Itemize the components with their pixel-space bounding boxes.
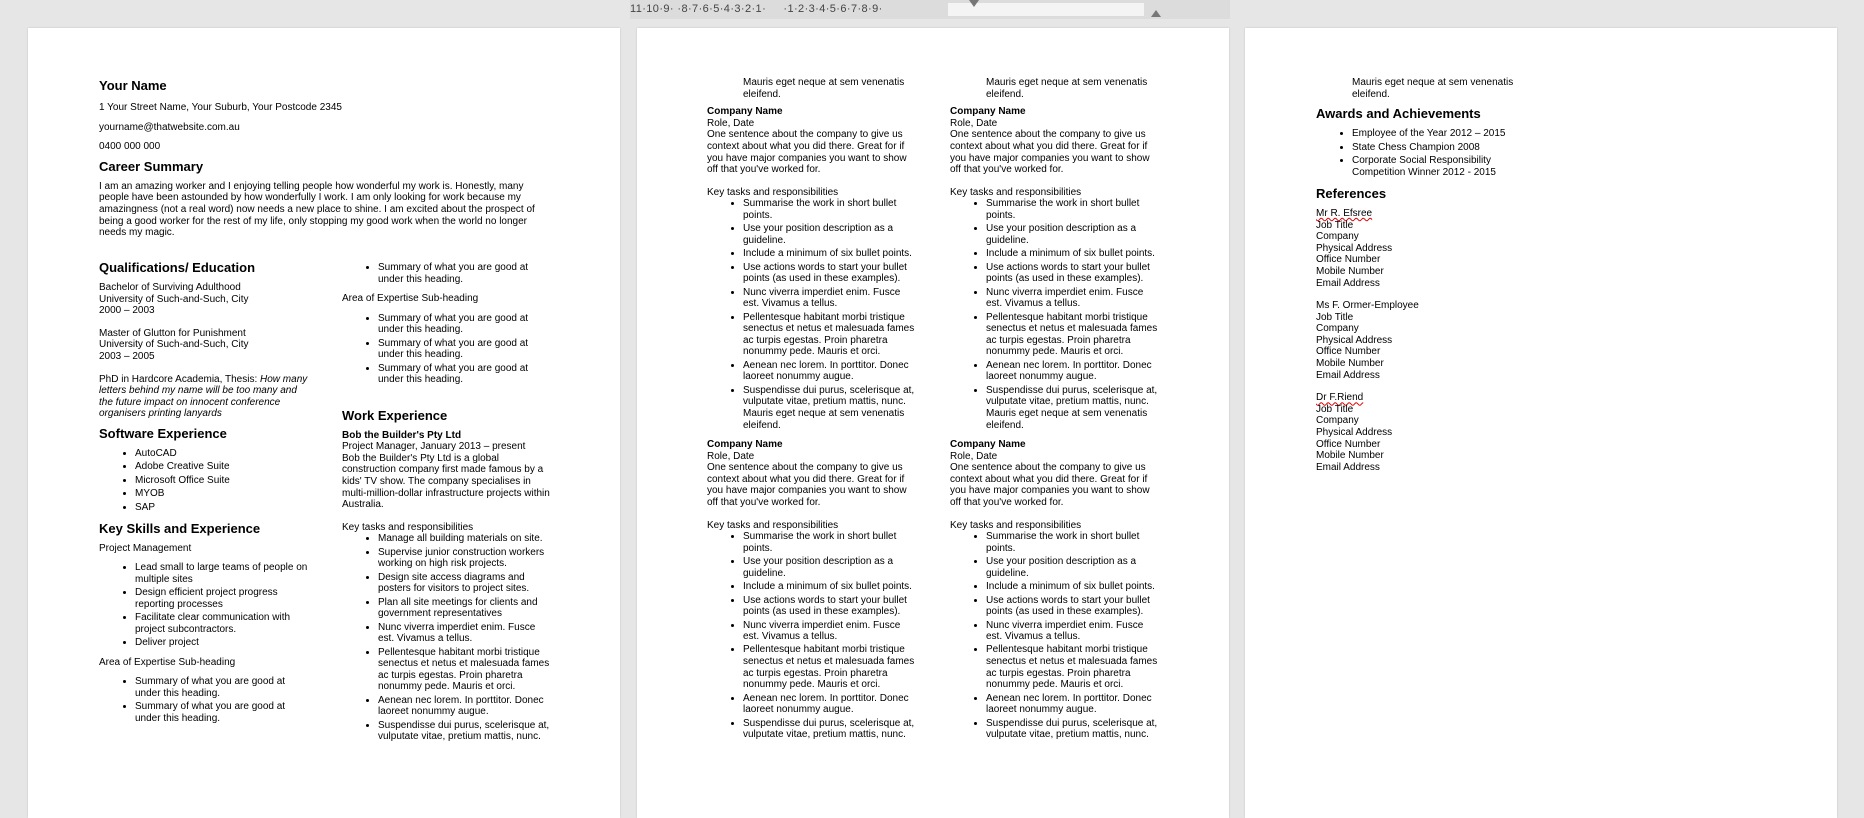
list-item: • Manage all building materials on site. [378, 533, 554, 545]
reference-field: Company [1316, 323, 1359, 335]
tasks-list [707, 531, 919, 741]
list-item: • Aenean nec lorem. In porttitor. Donec laoreet nonummy augue. [743, 360, 919, 383]
reference-field: Company [1316, 415, 1359, 427]
list-item: • Nunc viverra imperdiet enim. Fusce est. Vivamus a tellus. [743, 620, 919, 643]
list-item: • Pellentesque habitant morbi tristique senectus et netus et malesuada fames ac turpis egestas. Proin pharetra nonummy pede. Mauris et orci. [743, 312, 919, 358]
reference-field: Office Number [1316, 438, 1381, 450]
list-item: • Summarise the work in short bullet points. [743, 531, 919, 554]
list-item: • Pellentesque habitant morbi tristique senectus et netus et malesuada fames ac turpis egestas. Proin pharetra nonummy pede. Mauris et orci. [378, 647, 554, 693]
page2-right-column [950, 77, 1162, 743]
list-item: • Aenean nec lorem. In porttitor. Donec laoreet nonummy augue. [378, 695, 554, 718]
company-description: Bob the Builder's Pty Ltd is a global construction company first made famous by a kids' TV show. The company specialises in multi-million-dollar infrastructure projects within Australia. [342, 452, 550, 511]
email-line: yourname@thatwebsite.com.au [99, 121, 240, 133]
tasks-heading: Key tasks and responsibilities [342, 521, 474, 533]
reference-name: Dr F.Riend [1316, 392, 1364, 404]
page1-header [99, 78, 539, 239]
qual3-thesis: How many letters behind my name will be too many and the future impact on innocent conference organisers printing lanyards [99, 373, 308, 420]
list-item: • Suspendisse dui purus, scelerisque at, vulputate vitae, pretium mattis, nunc. [743, 718, 919, 741]
reference-field: Physical Address [1316, 334, 1393, 346]
reference-field: Job Title [1316, 403, 1354, 415]
list-item: • Summary of what you are good at under this heading. [378, 313, 554, 336]
list-item: • Pellentesque habitant morbi tristique senectus et netus et malesuada fames ac turpis egestas. Proin pharetra nonummy pede. Mauris et orci. [986, 644, 1162, 690]
qualifications-heading: Qualifications/ Education [99, 260, 256, 275]
list-item: • Summarise the work in short bullet points. [986, 531, 1162, 554]
reference-field: Office Number [1316, 346, 1381, 358]
list-item: • Suspendisse dui purus, scelerisque at, vulputate vitae, pretium mattis, nunc. Mauris eget neque at sem venenatis eleifend. [743, 385, 919, 431]
page-3 [1245, 28, 1837, 818]
list-item: • Summary of what you are good at under this heading. [378, 262, 554, 285]
company-name: Company Name [950, 106, 1026, 118]
page2-left-column [707, 77, 919, 743]
tasks-heading: Key tasks and responsibilities [950, 186, 1082, 198]
qual3-phd [99, 374, 311, 420]
company-description: One sentence about the company to give us context about what you did there. Great for if you have major companies you want to show off that you've worked for. [950, 129, 1150, 176]
tasks-list [950, 198, 1162, 431]
reference-field: Email Address [1316, 369, 1380, 381]
reference-field: Office Number [1316, 254, 1381, 266]
area-of-expertise-list [99, 676, 311, 724]
address-line: 1 Your Street Name, Your Suburb, Your Postcode 2345 [99, 102, 342, 113]
first-line-indent-marker[interactable] [969, 0, 979, 7]
list-item: • Suspendisse dui purus, scelerisque at, vulputate vitae, pretium mattis, nunc. [986, 718, 1162, 741]
page-2 [637, 28, 1229, 818]
list-item: • Use your position description as a guideline. [743, 556, 919, 579]
qual2-dates: 2003 – 2005 [99, 350, 155, 362]
carry-over-text: Mauris eget neque at sem venenatis eleifend. [1352, 77, 1514, 100]
qual3-prefix: PhD in Hardcore Academia, Thesis: [99, 373, 261, 385]
area-of-expertise-heading: Area of Expertise Sub-heading [99, 656, 236, 668]
list-item: • Include a minimum of six bullet points. [986, 581, 1162, 593]
reference-name: Ms F. Ormer-Employee [1316, 300, 1419, 312]
list-item: • Use actions words to start your bullet points (as used in these examples). [986, 595, 1162, 618]
reference-field: Email Address [1316, 277, 1380, 289]
resume-name: Your Name [99, 78, 167, 93]
company-description: One sentence about the company to give us context about what you did there. Great for if you have major companies you want to show off that you've worked for. [950, 462, 1150, 508]
horizontal-ruler[interactable] [630, 0, 1230, 19]
tasks-heading: Key tasks and responsibilities [707, 519, 839, 531]
list-item: • Summary of what you are good at under this heading. [135, 676, 311, 699]
right-top-list [342, 262, 554, 285]
reference-field: Mobile Number [1316, 358, 1384, 370]
awards-heading: Awards and Achievements [1316, 106, 1481, 122]
list-item: • Supervise junior construction workers working on high risk projects. [378, 547, 554, 570]
job-role: Role, Date [707, 117, 755, 129]
carry-over-text: Mauris eget neque at sem venenatis eleifend. [743, 77, 905, 100]
ruler-scale: 11·10·9· ·8·7·6·5·4·3·2·1· ·1·2·3·4·5·6·7·8·9· [630, 3, 883, 15]
list-item: • Use actions words to start your bullet points (as used in these examples). [986, 262, 1162, 285]
company-name: Company Name [707, 439, 783, 450]
job-role: Project Manager, January 2013 – present [342, 441, 526, 453]
reference-field: Mobile Number [1316, 265, 1384, 277]
right-indent-marker[interactable] [1151, 10, 1161, 17]
carry-over-text: Mauris eget neque at sem venenatis eleifend. [986, 77, 1148, 100]
list-item: • Pellentesque habitant morbi tristique senectus et netus et malesuada fames ac turpis egestas. Proin pharetra nonummy pede. Mauris et orci. [743, 644, 919, 690]
reference-field: Physical Address [1316, 427, 1393, 439]
project-management-list [99, 562, 311, 649]
qual2-degree: Master of Glutton for Punishment [99, 327, 246, 339]
job-role: Role, Date [707, 450, 755, 462]
work-experience-heading: Work Experience [342, 407, 448, 423]
list-item: • Adobe Creative Suite [135, 461, 311, 473]
list-item: • Use your position description as a guideline. [986, 223, 1162, 246]
list-item: • Aenean nec lorem. In porttitor. Donec laoreet nonummy augue. [986, 693, 1162, 716]
list-item: • Pellentesque habitant morbi tristique senectus et netus et malesuada fames ac turpis egestas. Proin pharetra nonummy pede. Mauris et orci. [986, 312, 1162, 358]
reference-field: Company [1316, 231, 1359, 243]
list-item: • Deliver project [135, 637, 311, 649]
list-item: • Suspendisse dui purus, scelerisque at, vulputate vitae, pretium mattis, nunc. Mauris eget neque at sem venenatis eleifend. [986, 385, 1162, 431]
reference-name: Mr R. Efsree [1316, 207, 1373, 219]
list-item: • Employee of the Year 2012 – 2015 [1352, 128, 1536, 140]
qual2-university: University of Such-and-Such, City [99, 339, 249, 351]
qual1-degree: Bachelor of Surviving Adulthood [99, 282, 241, 293]
list-item: • Aenean nec lorem. In porttitor. Donec laoreet nonummy augue. [986, 360, 1162, 383]
list-item: • Suspendisse dui purus, scelerisque at, vulputate vitae, pretium mattis, nunc. [378, 720, 554, 743]
list-item: • Summary of what you are good at under this heading. [378, 363, 554, 386]
software-heading: Software Experience [99, 425, 227, 441]
page3-column [1316, 77, 1536, 473]
right-area-list [342, 313, 554, 386]
phone-line: 0400 000 000 [99, 141, 161, 153]
page1-left-column [99, 260, 311, 726]
reference-field: Job Title [1316, 311, 1354, 323]
page1-right-column [342, 262, 554, 745]
list-item: • Nunc viverra imperdiet enim. Fusce est. Vivamus a tellus. [378, 622, 554, 645]
list-item: • Use actions words to start your bullet points (as used in these examples). [743, 262, 919, 285]
software-list [99, 448, 311, 513]
qual1-dates: 2000 – 2003 [99, 305, 155, 317]
tasks-heading: Key tasks and responsibilities [950, 519, 1082, 531]
tasks-list [950, 531, 1162, 741]
list-item: • Corporate Social Responsibility Competition Winner 2012 - 2015 [1352, 155, 1536, 178]
career-summary-text: I am an amazing worker and I enjoying telling people how wonderful my work is. Honestly, many people have been astounded by how wonderfully I work. I am only looking for work because my amazingness (not a real word) now needs a new place to shine. I am excited about the prospect of being a good worker for the rest of my life, only stopping my good work when the world no longer needs my magic. [99, 180, 535, 239]
reference-field: Mobile Number [1316, 450, 1384, 462]
list-item: • Nunc viverra imperdiet enim. Fusce est. Vivamus a tellus. [986, 287, 1162, 310]
list-item: • Include a minimum of six bullet points. [743, 248, 919, 260]
list-item: • MYOB [135, 488, 311, 500]
list-item: • Summarise the work in short bullet points. [986, 198, 1162, 221]
awards-list [1316, 128, 1536, 178]
list-item: • Summary of what you are good at under this heading. [135, 701, 311, 724]
job-role: Role, Date [950, 117, 998, 129]
company-name: Company Name [707, 106, 783, 118]
company-name: Bob the Builder's Pty Ltd [342, 429, 462, 441]
list-item: • Summarise the work in short bullet points. [743, 198, 919, 221]
tasks-list [707, 198, 919, 431]
list-item: • Include a minimum of six bullet points. [743, 581, 919, 593]
list-item: • Include a minimum of six bullet points. [986, 248, 1162, 260]
list-item: • Facilitate clear communication with project subcontractors. [135, 612, 311, 635]
reference-field: Physical Address [1316, 242, 1393, 254]
list-item: • State Chess Champion 2008 [1352, 142, 1536, 154]
company-description: One sentence about the company to give us context about what you did there. Great for if you have major companies you want to show off that you've worked for. [707, 129, 907, 176]
reference-field: Job Title [1316, 219, 1354, 231]
list-item: • AutoCAD [135, 448, 311, 460]
list-item: • Microsoft Office Suite [135, 475, 311, 487]
references-heading: References [1316, 185, 1387, 201]
list-item: • SAP [135, 502, 311, 514]
list-item: • Summary of what you are good at under this heading. [378, 338, 554, 361]
skills-heading: Key Skills and Experience [99, 520, 261, 536]
career-summary-heading: Career Summary [99, 158, 204, 174]
project-management-heading: Project Management [99, 542, 192, 554]
list-item: • Design efficient project progress reporting processes [135, 587, 311, 610]
list-item: • Use your position description as a guideline. [743, 223, 919, 246]
page-1 [28, 28, 620, 818]
list-item: • Nunc viverra imperdiet enim. Fusce est. Vivamus a tellus. [743, 287, 919, 310]
tasks-heading: Key tasks and responsibilities [707, 186, 839, 198]
right-area-heading: Area of Expertise Sub-heading [342, 292, 479, 304]
company-description: One sentence about the company to give us context about what you did there. Great for if you have major companies you want to show off that you've worked for. [707, 462, 907, 508]
list-item: • Plan all site meetings for clients and government representatives [378, 597, 554, 620]
qual1-university: University of Such-and-Such, City [99, 293, 249, 305]
company-name: Company Name [950, 439, 1026, 450]
list-item: • Nunc viverra imperdiet enim. Fusce est. Vivamus a tellus. [986, 620, 1162, 643]
reference-field: Email Address [1316, 461, 1380, 473]
job-role: Role, Date [950, 450, 998, 462]
list-item: • Design site access diagrams and posters for visitors to project sites. [378, 572, 554, 595]
list-item: • Use your position description as a guideline. [986, 556, 1162, 579]
list-item: • Lead small to large teams of people on multiple sites [135, 562, 311, 585]
list-item: • Aenean nec lorem. In porttitor. Donec laoreet nonummy augue. [743, 693, 919, 716]
tasks-list [342, 533, 554, 743]
list-item: • Use actions words to start your bullet points (as used in these examples). [743, 595, 919, 618]
